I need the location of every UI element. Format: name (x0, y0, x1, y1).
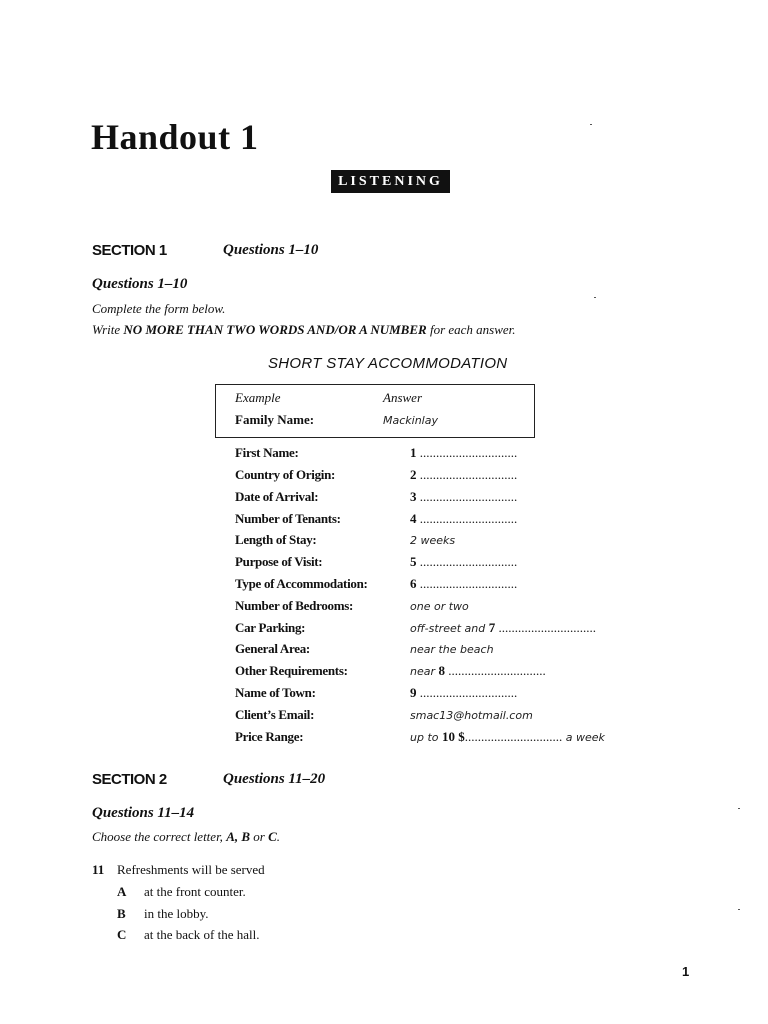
handout-title: Handout 1 (91, 117, 259, 157)
section-1-header (92, 242, 592, 264)
form-field-row: Type of Accommodation: 6 .............................. (235, 576, 518, 591)
scan-speck (738, 909, 740, 910)
example-box (215, 384, 535, 438)
scan-speck (594, 297, 596, 298)
form-title: SHORT STAY ACCOMMODATION (268, 355, 508, 372)
section-1-questions-range: Questions 1–10 (223, 242, 319, 258)
section-1-instruction-2: Write NO MORE THAN TWO WORDS AND/OR A NUMBER for each answer. (92, 322, 516, 337)
scan-speck (738, 808, 740, 809)
option-letter: B (117, 906, 126, 921)
answer-label: Answer (383, 390, 422, 405)
section-1-label: SECTION 1 (92, 242, 167, 259)
option-text: at the back of the hall. (144, 927, 260, 942)
form-field-row: Country of Origin: 2 .............................. (235, 467, 518, 482)
section-2-questions-range: Questions 11–20 (223, 771, 326, 787)
form-field-row: Car Parking: off-street and 7 .............................. (235, 620, 596, 635)
option-letter: A (117, 884, 127, 899)
form-field-row: Purpose of Visit: 5 .............................. (235, 554, 518, 569)
form-field-row: Number of Bedrooms: one or two (235, 598, 469, 613)
example-label: Example (235, 390, 281, 405)
example-field-label: Family Name: (235, 412, 315, 427)
section-2-question-heading: Questions 11–14 (92, 805, 195, 821)
section-2-header (92, 771, 592, 793)
page-number: 1 (682, 964, 690, 979)
section-1-question-heading: Questions 1–10 (92, 276, 188, 292)
option-letter: C (117, 927, 127, 942)
option-a (117, 884, 246, 900)
scan-speck (590, 124, 592, 125)
form-field-row: Date of Arrival: 3 .............................. (235, 489, 518, 504)
form-field-row: Number of Tenants: 4 .............................. (235, 511, 518, 526)
form-field-row: First Name: 1 .............................. (235, 445, 518, 460)
option-b (117, 906, 209, 922)
form-field-row: Length of Stay: 2 weeks (235, 532, 456, 547)
form-field-row: Price Range: up to 10 $.............................. a week (235, 729, 605, 744)
option-text: in the lobby. (144, 906, 209, 921)
form-field-row: General Area: near the beach (235, 641, 494, 656)
listening-badge: LISTENING (331, 170, 450, 193)
option-c (117, 927, 260, 943)
form-field-row: Other Requirements: near 8 .............................. (235, 663, 546, 678)
example-field-value: Mackinlay (383, 414, 438, 427)
section-1-instruction-1: Complete the form below. (92, 301, 226, 316)
option-text: at the front counter. (144, 884, 246, 899)
form-field-row: Client’s Email: smac13@hotmail.com (235, 707, 533, 722)
question-number: 11 (92, 862, 105, 877)
question-text: Refreshments will be served (117, 862, 265, 877)
section-2-label: SECTION 2 (92, 771, 167, 788)
question-11 (92, 862, 265, 878)
section-2-instruction: Choose the correct letter, A, B or C. (92, 829, 281, 844)
form-field-row: Name of Town: 9 .............................. (235, 685, 518, 700)
